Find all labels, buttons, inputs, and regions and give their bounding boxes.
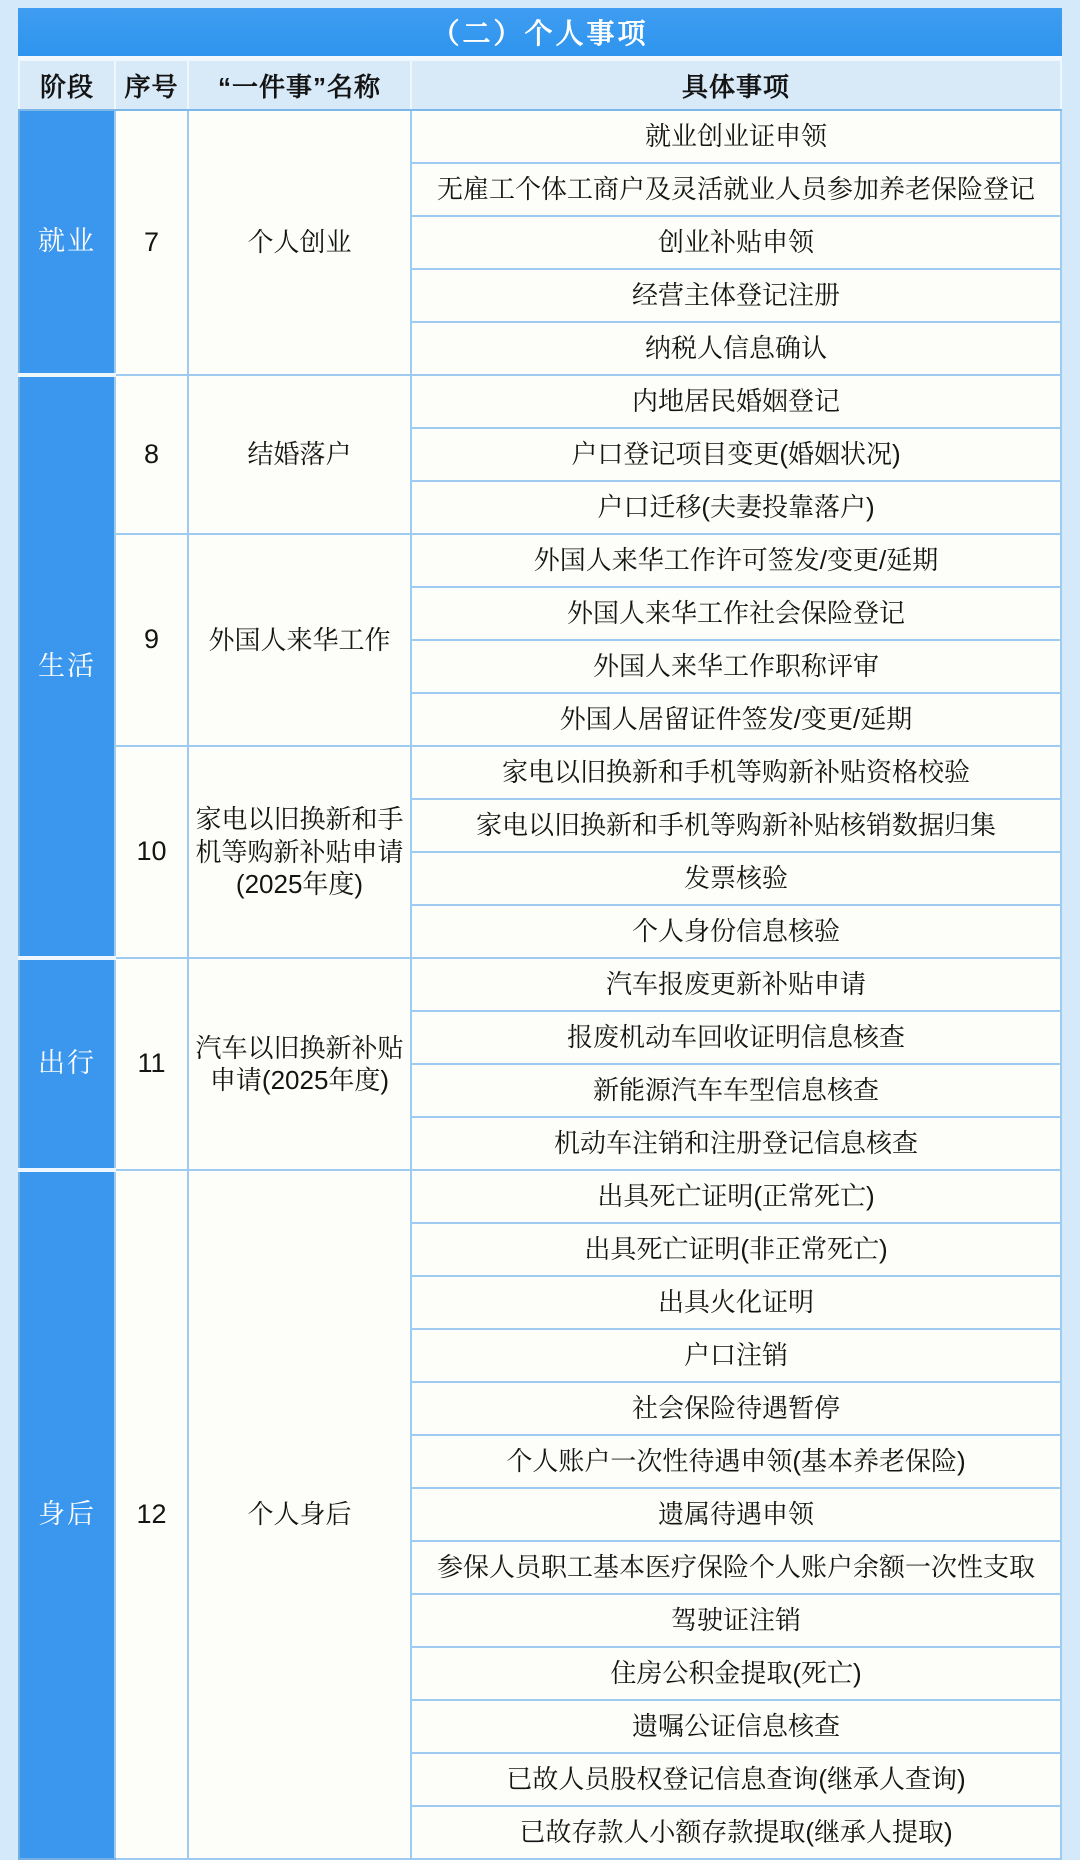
item-cell: 家电以旧换新和手机等购新补贴核销数据归集 bbox=[411, 799, 1061, 852]
item-cell: 出具死亡证明(非正常死亡) bbox=[411, 1223, 1061, 1276]
group-name-cell: 个人身后 bbox=[188, 1170, 411, 1859]
table-row bbox=[19, 534, 1061, 587]
group-name-cell: 汽车以旧换新补贴申请(2025年度) bbox=[188, 958, 411, 1170]
item-cell: 参保人员职工基本医疗保险个人账户余额一次性支取 bbox=[411, 1541, 1061, 1594]
header-stage: 阶段 bbox=[19, 60, 115, 110]
item-cell: 就业创业证申领 bbox=[411, 110, 1061, 163]
item-cell: 社会保险待遇暂停 bbox=[411, 1382, 1061, 1435]
group-number-cell: 10 bbox=[115, 746, 188, 958]
item-cell: 无雇工个体工商户及灵活就业人员参加养老保险登记 bbox=[411, 163, 1061, 216]
item-cell: 内地居民婚姻登记 bbox=[411, 375, 1061, 428]
header-specific-items: 具体事项 bbox=[411, 60, 1061, 110]
header-one-thing-name: “一件事”名称 bbox=[188, 60, 411, 110]
item-cell: 家电以旧换新和手机等购新补贴资格校验 bbox=[411, 746, 1061, 799]
group-name-cell: 结婚落户 bbox=[188, 375, 411, 534]
table-row bbox=[19, 958, 1061, 1011]
table-row bbox=[19, 110, 1061, 163]
group-number-cell: 8 bbox=[115, 375, 188, 534]
item-cell: 户口登记项目变更(婚姻状况) bbox=[411, 428, 1061, 481]
item-cell: 纳税人信息确认 bbox=[411, 322, 1061, 375]
item-cell: 个人身份信息核验 bbox=[411, 905, 1061, 958]
item-cell: 已故存款人小额存款提取(继承人提取) bbox=[411, 1806, 1061, 1859]
group-name-cell: 个人创业 bbox=[188, 110, 411, 375]
table-row bbox=[19, 375, 1061, 428]
item-cell: 外国人居留证件签发/变更/延期 bbox=[411, 693, 1061, 746]
item-cell: 外国人来华工作许可签发/变更/延期 bbox=[411, 534, 1061, 587]
item-cell: 报废机动车回收证明信息核查 bbox=[411, 1011, 1061, 1064]
item-cell: 发票核验 bbox=[411, 852, 1061, 905]
item-cell: 住房公积金提取(死亡) bbox=[411, 1647, 1061, 1700]
item-cell: 汽车报废更新补贴申请 bbox=[411, 958, 1061, 1011]
personal-matters-table bbox=[18, 8, 1062, 1860]
item-cell: 机动车注销和注册登记信息核查 bbox=[411, 1117, 1061, 1170]
table-title: （二）个人事项 bbox=[18, 8, 1062, 59]
group-name-cell: 家电以旧换新和手机等购新补贴申请(2025年度) bbox=[188, 746, 411, 958]
item-cell: 出具火化证明 bbox=[411, 1276, 1061, 1329]
table-row bbox=[19, 746, 1061, 799]
item-cell: 驾驶证注销 bbox=[411, 1594, 1061, 1647]
stage-cell: 出行 bbox=[19, 958, 115, 1170]
item-cell: 遗嘱公证信息核查 bbox=[411, 1700, 1061, 1753]
group-number-cell: 11 bbox=[115, 958, 188, 1170]
item-cell: 户口注销 bbox=[411, 1329, 1061, 1382]
header-row bbox=[19, 60, 1061, 110]
group-number-cell: 9 bbox=[115, 534, 188, 746]
matters-table bbox=[18, 59, 1062, 1860]
header-number: 序号 bbox=[115, 60, 188, 110]
item-cell: 外国人来华工作社会保险登记 bbox=[411, 587, 1061, 640]
item-cell: 经营主体登记注册 bbox=[411, 269, 1061, 322]
item-cell: 出具死亡证明(正常死亡) bbox=[411, 1170, 1061, 1223]
stage-cell: 就业 bbox=[19, 110, 115, 375]
stage-cell: 身后 bbox=[19, 1170, 115, 1859]
group-number-cell: 7 bbox=[115, 110, 188, 375]
item-cell: 遗属待遇申领 bbox=[411, 1488, 1061, 1541]
item-cell: 外国人来华工作职称评审 bbox=[411, 640, 1061, 693]
stage-cell: 生活 bbox=[19, 375, 115, 958]
item-cell: 个人账户一次性待遇申领(基本养老保险) bbox=[411, 1435, 1061, 1488]
item-cell: 已故人员股权登记信息查询(继承人查询) bbox=[411, 1753, 1061, 1806]
group-number-cell: 12 bbox=[115, 1170, 188, 1859]
item-cell: 户口迁移(夫妻投靠落户) bbox=[411, 481, 1061, 534]
item-cell: 创业补贴申领 bbox=[411, 216, 1061, 269]
item-cell: 新能源汽车车型信息核查 bbox=[411, 1064, 1061, 1117]
group-name-cell: 外国人来华工作 bbox=[188, 534, 411, 746]
table-row bbox=[19, 1170, 1061, 1223]
